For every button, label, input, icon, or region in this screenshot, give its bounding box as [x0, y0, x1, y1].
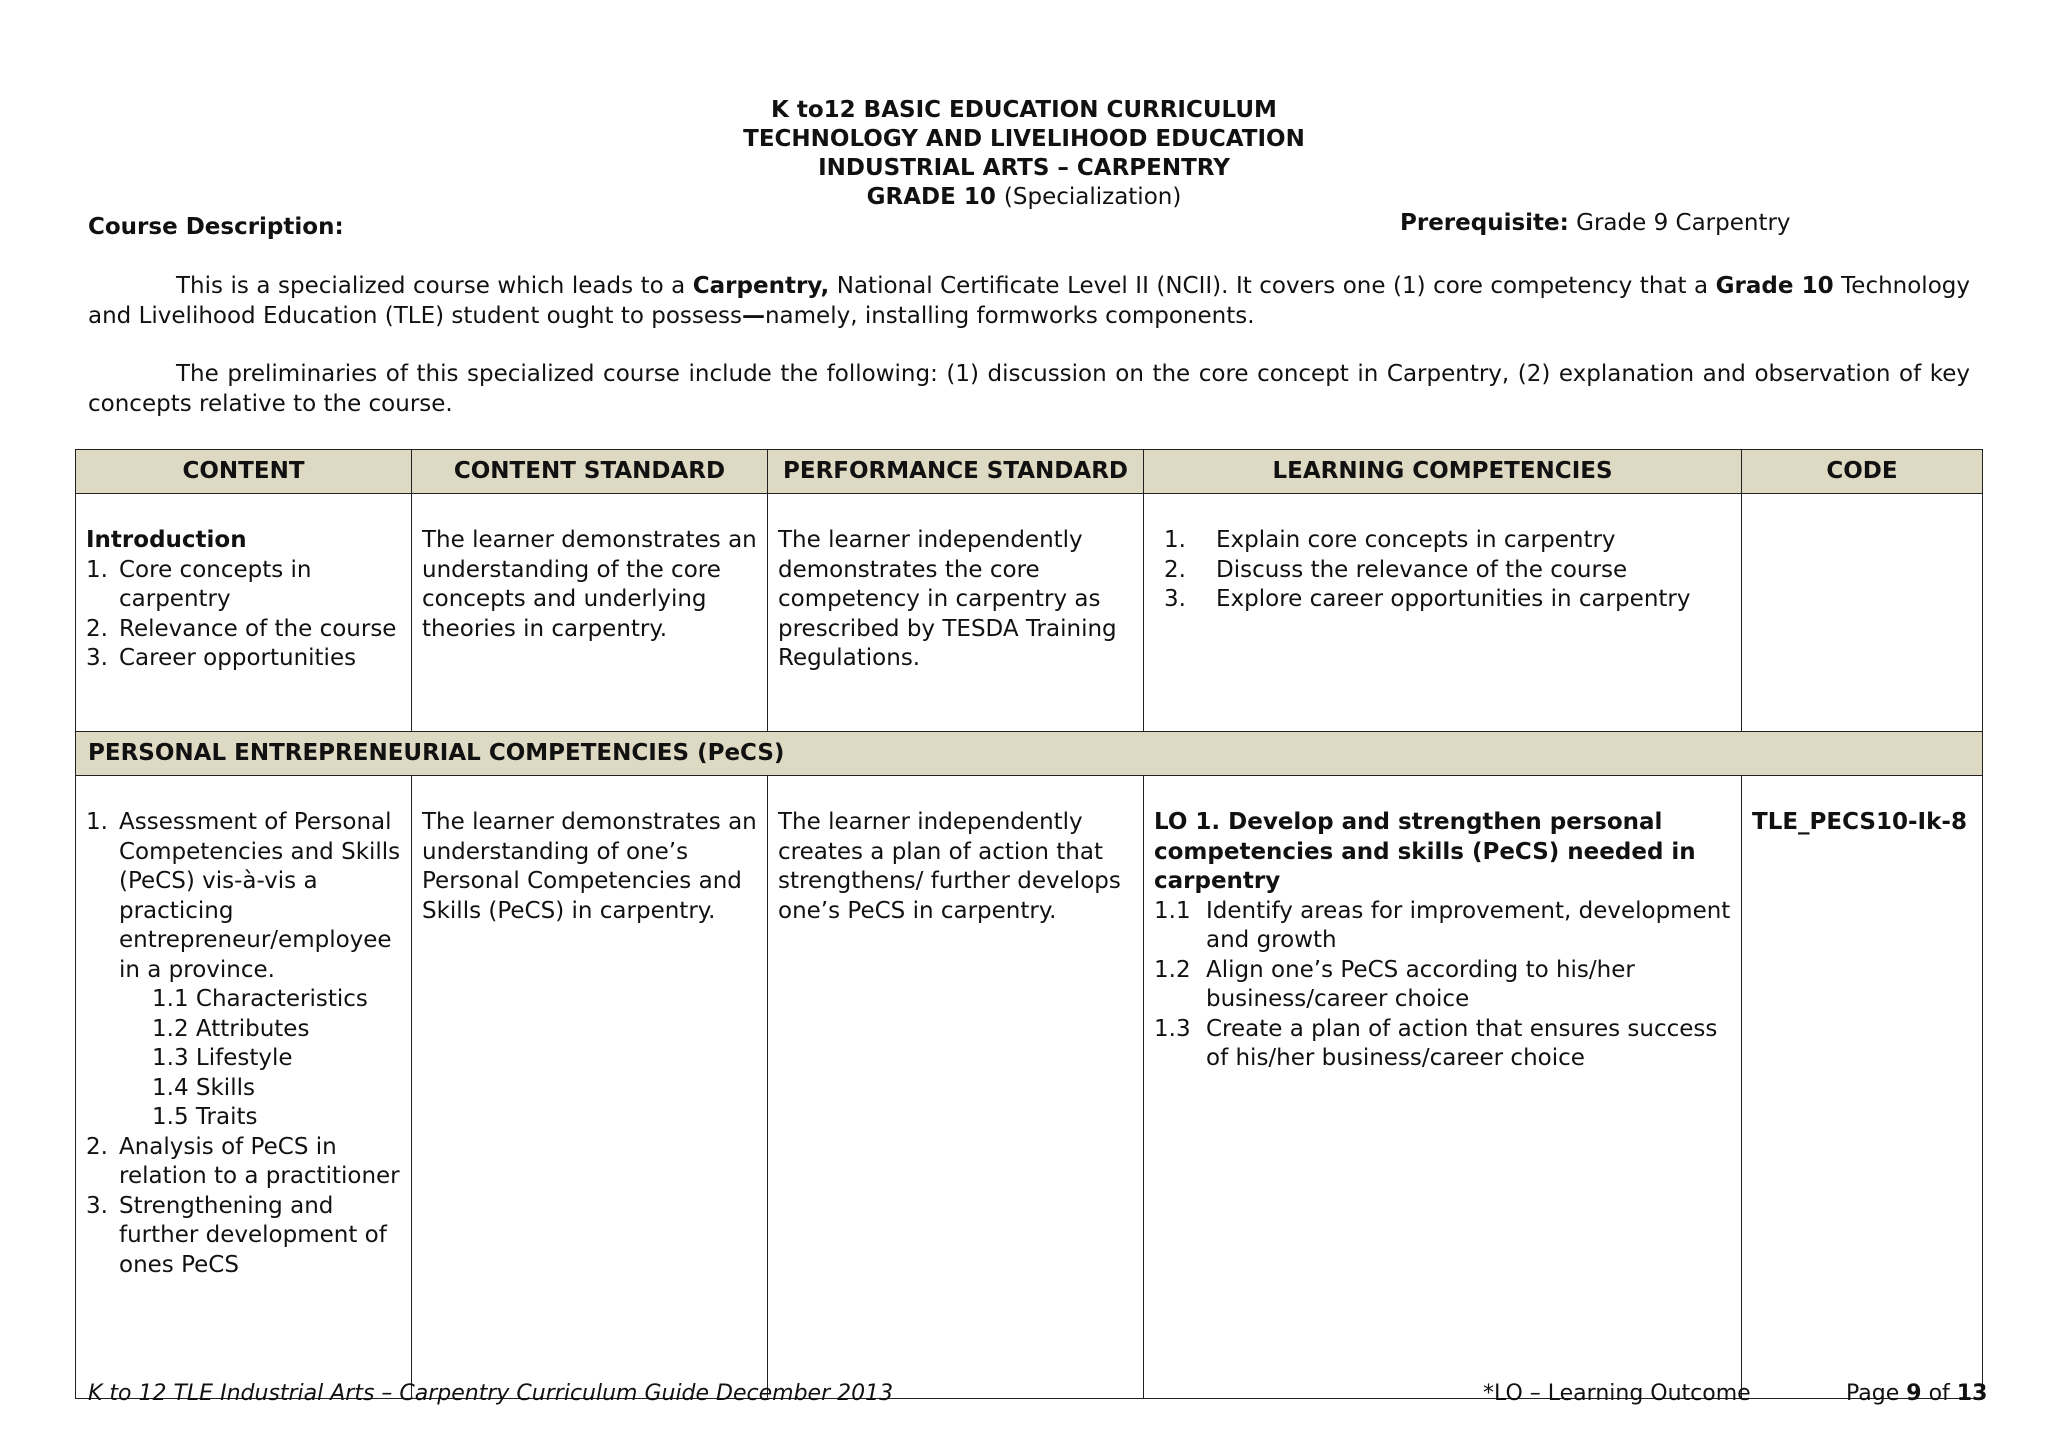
course-description-paragraph-1: This is a specialized course which leads to a Carpentry, National Certificate Level II (NCII). It covers one (1) core competency that a Grade 10 Technology and Livelihood Education (TLE) student ought to possess—namely, installing formworks components.	[88, 273, 1970, 329]
list-item: 2. Discuss the relevance of the course	[1164, 556, 1628, 583]
list-item: 1. Assessment of Personal Competencies and Skills (PeCS) vis-à-vis a practicing entrepreneur/employee in a province. 1.1 Characteristics 1.2 Attributes 1.3 Lifestyle 1.4 Skills 1.5 Traits	[86, 808, 401, 1133]
footer-page-number: Page 9 of 13	[1846, 1381, 1988, 1406]
sub-list-item: 1.2 Attributes	[152, 1015, 310, 1042]
list-item: 1.2 Align one’s PeCS according to his/her business/career choice	[1154, 956, 1635, 1012]
sub-list-item: 1.3 Lifestyle	[152, 1045, 293, 1071]
sub-list-item: 1.5 Traits	[152, 1104, 258, 1130]
course-description-paragraph-2: The preliminaries of this specialized course include the following: (1) discussion on the core concept in Carpentry, (2) explanation and observation of key concepts relative to the course.	[88, 361, 1970, 417]
cell-content	[76, 494, 412, 732]
intro-competency-list	[1164, 526, 1731, 615]
list-item: 1.1 Identify areas for improvement, development and growth	[1154, 897, 1731, 953]
cell-performance-standard: The learner independently demonstrates the core competency in carpentry as prescribed by TESDA Training Regulations.	[768, 494, 1144, 732]
prerequisite-value: Grade 9 Carpentry	[1576, 210, 1791, 236]
intro-content-list	[86, 556, 401, 674]
table-header-row	[76, 450, 1983, 494]
col-header-performance-standard: PERFORMANCE STANDARD	[768, 450, 1144, 494]
sub-list-item: 1.4 Skills	[152, 1074, 255, 1101]
col-header-code: CODE	[1742, 450, 1983, 494]
header-line-1: K to12 BASIC EDUCATION CURRICULUM	[771, 97, 1277, 123]
intro-title: Introduction	[86, 527, 247, 553]
footer-guide-title: K to 12 TLE Industrial Arts – Carpentry Curriculum Guide December 2013	[88, 1381, 894, 1406]
pecs-sub-list	[119, 985, 401, 1133]
cell-content-standard: The learner demonstrates an understanding of the core concepts and underlying theories in carpentry.	[412, 494, 768, 732]
grade-label: GRADE 10	[866, 184, 996, 210]
section-row-pecs	[76, 732, 1983, 776]
cell-learning-competencies	[1144, 494, 1742, 732]
list-item: 1. Explain core concepts in carpentry	[1164, 527, 1616, 553]
list-item: 2. Analysis of PeCS in relation to a practitioner	[86, 1133, 400, 1189]
header-grade	[0, 183, 2048, 212]
course-description-label: Course Description:	[88, 214, 344, 240]
col-header-content: CONTENT	[76, 450, 412, 494]
list-item: 3. Strengthening and further development of ones PeCS	[86, 1192, 387, 1278]
col-header-learning-competencies: LEARNING COMPETENCIES	[1144, 450, 1742, 494]
sub-list-item: 1.1 Characteristics	[152, 986, 368, 1012]
col-header-content-standard: CONTENT STANDARD	[412, 450, 768, 494]
list-item: 1. Core concepts in carpentry	[86, 556, 312, 612]
curriculum-table	[75, 449, 1983, 1399]
list-item: 1.3 Create a plan of action that ensures success of his/her business/career choice	[1154, 1015, 1718, 1071]
table-row-introduction	[76, 494, 1983, 732]
list-item: 3. Career opportunities	[86, 645, 357, 671]
cell-content	[76, 776, 412, 1399]
list-item: 2. Relevance of the course	[86, 615, 397, 642]
cell-learning-competencies	[1144, 776, 1742, 1399]
prerequisite-label: Prerequisite:	[1400, 210, 1569, 236]
cell-performance-standard: The learner independently creates a plan of action that strengthens/ further develops one’s PeCS in carpentry.	[768, 776, 1144, 1399]
section-title: PERSONAL ENTREPRENEURIAL COMPETENCIES (PeCS)	[76, 732, 1983, 776]
cell-code: TLE_PECS10-Ik-8	[1742, 776, 1983, 1399]
pecs-content-list	[86, 808, 401, 1280]
header-line-2: TECHNOLOGY AND LIVELIHOOD EDUCATION	[743, 126, 1305, 152]
cell-content-standard: The learner demonstrates an understanding of one’s Personal Competencies and Skills (PeCS) in carpentry.	[412, 776, 768, 1399]
footer-lo-note: *LO – Learning Outcome	[1483, 1381, 1751, 1406]
list-item: 3. Explore career opportunities in carpentry	[1164, 586, 1691, 612]
pecs-competency-list	[1154, 897, 1731, 1074]
cell-code	[1742, 494, 1983, 732]
lo-title: LO 1. Develop and strengthen personal competencies and skills (PeCS) needed in carpentry	[1154, 809, 1696, 894]
header-line-3: INDUSTRIAL ARTS – CARPENTRY	[818, 155, 1230, 181]
prerequisite	[1400, 209, 1791, 238]
table-row-pecs	[76, 776, 1983, 1399]
grade-note: (Specialization)	[1003, 184, 1182, 210]
